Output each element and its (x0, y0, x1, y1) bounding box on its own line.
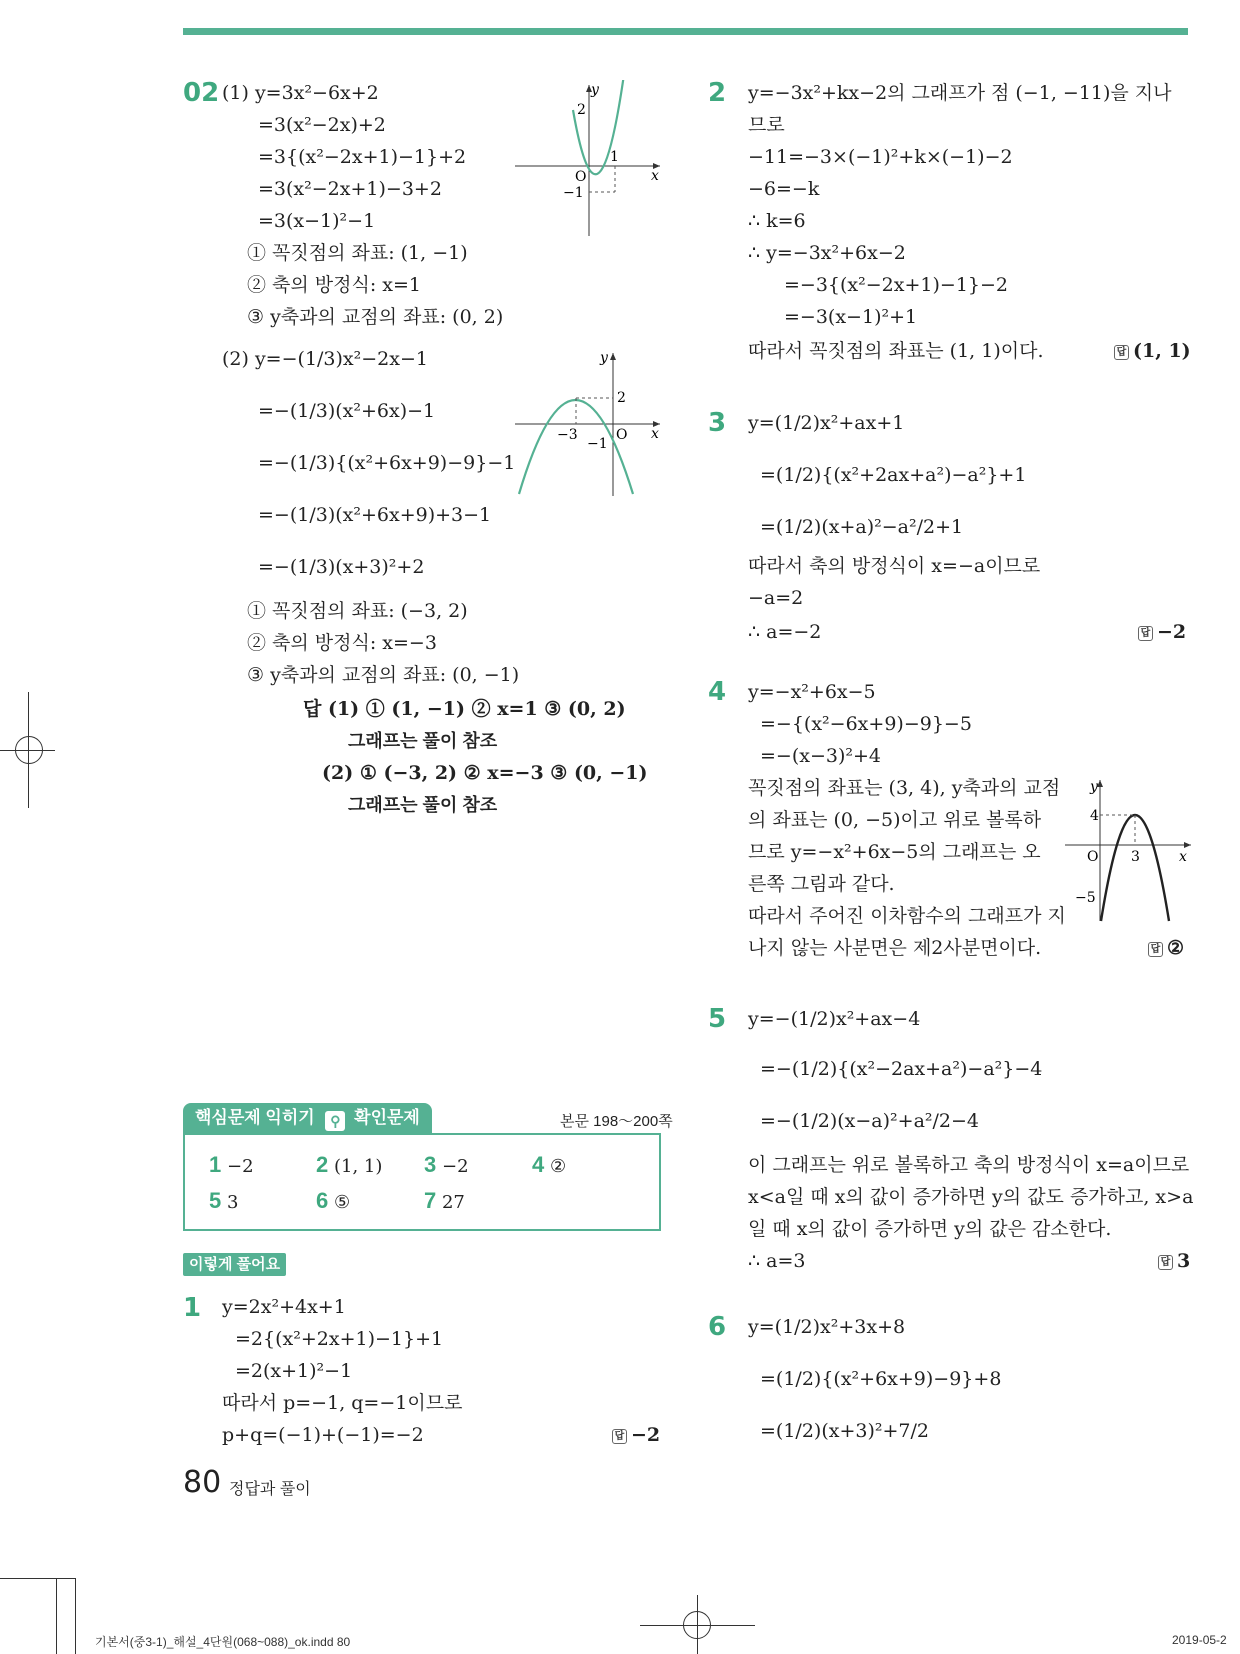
solution-line: =−(1/3)(x+3)²+2 (258, 556, 425, 578)
solution-line: ③ y축과의 교점의 좌표: (0, 2) (247, 306, 504, 328)
tick-label: −1 (563, 185, 584, 201)
problem-number: 2 (708, 78, 727, 108)
solution-line: 의 좌표는 (0, −5)이고 위로 볼록하 (748, 809, 1042, 831)
final-answer (1114, 338, 1191, 364)
solution-line: =−(x−3)²+4 (760, 745, 882, 767)
solution-line: ① 꼭짓점의 좌표: (−3, 2) (247, 600, 468, 622)
solution-line: (2) y=−(1/3)x²−2x−1 (222, 348, 428, 370)
solution-line: =−(1/3){(x²+6x+9)−9}−1 (258, 452, 516, 474)
final-answer (1138, 619, 1186, 645)
problem-number: 4 (708, 677, 727, 707)
solution-line: 이 그래프는 위로 볼록하고 축의 방정식이 x=a이므로 (748, 1154, 1190, 1176)
answer-icon: 답 (1148, 942, 1163, 957)
quick-answer-item (424, 1152, 469, 1178)
crop-mark (56, 1578, 57, 1654)
solution-line: =−(1/3)(x²+6x)−1 (258, 400, 436, 422)
axis-label: y (600, 350, 608, 366)
solution-line: =(1/2)(x+3)²+7/2 (760, 1420, 929, 1442)
quick-answer-item (316, 1152, 382, 1178)
solution-line: =−{(x²−6x+9)−9}−5 (760, 713, 972, 735)
solution-line: ② 축의 방정식: x=−3 (247, 632, 437, 654)
answer-value: −2 (631, 1424, 661, 1446)
answer-value: −2 (1157, 621, 1187, 643)
item-value: ⑤ (333, 1192, 351, 1213)
solution-line: −11=−3×(−1)²+k×(−1)−2 (748, 146, 1013, 168)
top-accent-bar (183, 28, 1188, 35)
solution-line: y=−(1/2)x²+ax−4 (748, 1008, 921, 1030)
solution-line: =−3(x−1)²+1 (784, 306, 918, 328)
solution-line: =(1/2){(x²+6x+9)−9}+8 (760, 1368, 1002, 1390)
solution-line: ③ y축과의 교점의 좌표: (0, −1) (247, 664, 520, 686)
item-number: 1 (209, 1152, 222, 1177)
solution-line: 나지 않는 사분면은 제2사분면이다. (748, 937, 1042, 959)
solution-line: =3(x²−2x)+2 (258, 114, 386, 136)
crop-mark (75, 1578, 76, 1654)
solution-line: ∴ a=−2 (748, 621, 822, 643)
origin-label: O (575, 169, 587, 185)
item-value: −2 (226, 1156, 254, 1177)
answer-line: (2) ① (−3, 2) ② x=−3 ③ (0, −1) (322, 762, 648, 784)
item-number: 2 (316, 1152, 329, 1177)
answer-line: 그래프는 풀이 참조 (348, 731, 498, 751)
item-number: 5 (209, 1188, 222, 1213)
origin-label: O (1087, 849, 1099, 865)
crop-mark (0, 1578, 75, 1579)
registration-mark (683, 1611, 711, 1639)
problem-number: 6 (708, 1312, 727, 1342)
solution-line: =−3{(x²−2x+1)−1}−2 (784, 274, 1009, 296)
final-answer (1158, 1248, 1190, 1274)
section-title: 핵심문제 익히기 (195, 1108, 315, 1127)
registration-mark (15, 736, 43, 764)
section-badge: 확인문제 (354, 1108, 420, 1127)
solution-line: =2(x+1)²−1 (235, 1360, 353, 1382)
item-number: 3 (424, 1152, 437, 1177)
tick-label: 2 (617, 390, 626, 406)
final-answer (612, 1422, 660, 1448)
answer-value: (1, 1) (1133, 340, 1191, 362)
solution-line: =3{(x²−2x+1)−1}+2 (258, 146, 467, 168)
solution-line: ① 꼭짓점의 좌표: (1, −1) (247, 242, 468, 264)
item-value: −2 (441, 1156, 469, 1177)
answer-icon: 답 (1114, 345, 1129, 360)
answer-icon: 답 (1138, 626, 1153, 641)
slug-file: 기본서(중3-1)_해설_4단원(068~088)_ok.indd 80 (95, 1635, 351, 1649)
solution-line: (1) y=3x²−6x+2 (222, 82, 379, 104)
problem-number: 02 (183, 78, 220, 108)
tick-label: 4 (1090, 808, 1099, 824)
quick-answer-item (532, 1152, 566, 1178)
axis-label: y (591, 82, 599, 98)
solution-line: ∴ k=6 (748, 210, 806, 232)
solution-line: ∴ y=−3x²+6x−2 (748, 242, 906, 264)
slug-date: 2019-05-2 (1172, 1633, 1227, 1647)
tick-label: −3 (557, 427, 578, 443)
solution-line: 꼭짓점의 좌표는 (3, 4), y축과의 교점 (748, 777, 1061, 799)
page-number: 80 (183, 1465, 222, 1500)
solution-line: 일 때 x의 값이 증가하면 y의 값은 감소한다. (748, 1218, 1112, 1240)
tick-label: −1 (587, 436, 608, 452)
tick-label: 2 (577, 102, 586, 118)
solution-line: =−(1/2)(x−a)²+a²/2−4 (760, 1110, 980, 1132)
solution-line: =−(1/2){(x²−2ax+a²)−a²}−4 (760, 1058, 1043, 1080)
solution-line: =−(1/3)(x²+6x+9)+3−1 (258, 504, 492, 526)
final-answer (1148, 935, 1184, 961)
section-header (183, 1103, 432, 1133)
answer-icon: 답 (1158, 1255, 1173, 1270)
solution-line: =(1/2)(x+a)²−a²/2+1 (760, 516, 964, 538)
solution-line: 따라서 꼭짓점의 좌표는 (1, 1)이다. (748, 340, 1044, 362)
item-value: (1, 1) (333, 1156, 383, 1177)
solution-line: y=−3x²+kx−2의 그래프가 점 (−1, −11)을 지나 (748, 82, 1172, 104)
item-number: 7 (424, 1188, 437, 1213)
problem-number: 5 (708, 1004, 727, 1034)
parabola-graph-3 (1065, 775, 1195, 925)
quick-answer-item (209, 1188, 238, 1214)
solution-line: y=2x²+4x+1 (222, 1296, 346, 1318)
item-value: 3 (226, 1192, 239, 1213)
tick-label: 1 (610, 149, 619, 165)
answer-line: 답 (1) ① (1, −1) ② x=1 ③ (0, 2) (303, 698, 626, 720)
tick-label: −5 (1075, 890, 1096, 906)
solution-line: y=−x²+6x−5 (748, 681, 876, 703)
solution-line: y=(1/2)x²+ax+1 (748, 412, 905, 434)
answer-line: 그래프는 풀이 참조 (348, 795, 498, 815)
item-number: 6 (316, 1188, 329, 1213)
solution-line: y=(1/2)x²+3x+8 (748, 1316, 906, 1338)
key-icon: ⚲ (325, 1111, 345, 1131)
axis-label: y (1090, 779, 1098, 795)
axis-label: x (651, 426, 659, 442)
solution-line: 따라서 주어진 이차함수의 그래프가 지 (748, 905, 1066, 927)
item-number: 4 (532, 1152, 545, 1177)
solution-line: =3(x²−2x+1)−3+2 (258, 178, 442, 200)
solution-line: ∴ a=3 (748, 1250, 806, 1272)
solution-line: −a=2 (748, 587, 804, 609)
solution-line: 따라서 p=−1, q=−1이므로 (222, 1392, 463, 1414)
solution-line: ② 축의 방정식: x=1 (247, 274, 422, 296)
quick-answer-item (209, 1152, 254, 1178)
answer-icon: 답 (612, 1429, 627, 1444)
solution-tag: 이렇게 풀어요 (183, 1253, 286, 1276)
tick-label: 3 (1131, 849, 1140, 865)
solution-line: p+q=(−1)+(−1)=−2 (222, 1424, 424, 1446)
solution-line: 므로 (748, 114, 785, 136)
axis-label: x (651, 168, 659, 184)
answer-value: 3 (1177, 1250, 1191, 1272)
problem-number: 1 (183, 1293, 202, 1323)
parabola-graph-2 (515, 348, 665, 498)
item-value: ② (549, 1156, 567, 1177)
solution-line: 므로 y=−x²+6x−5의 그래프는 오 (748, 841, 1041, 863)
quick-answer-box (183, 1133, 661, 1231)
solution-line: x<a일 때 x의 값이 증가하면 y의 값도 증가하고, x>a (748, 1186, 1194, 1208)
solution-line: =2{(x²+2x+1)−1}+1 (235, 1328, 444, 1350)
solution-line: =3(x−1)²−1 (258, 210, 376, 232)
parabola-graph-1 (515, 80, 665, 240)
solution-line: 따라서 축의 방정식이 x=−a이므로 (748, 555, 1041, 577)
solution-line: =(1/2){(x²+2ax+a²)−a²}+1 (760, 464, 1027, 486)
answer-value: ② (1167, 937, 1185, 959)
page-reference: 본문 198～200쪽 (560, 1113, 673, 1130)
problem-number: 3 (708, 408, 727, 438)
solution-line: 른쪽 그림과 같다. (748, 873, 895, 895)
axis-label: x (1179, 849, 1187, 865)
origin-label: O (616, 427, 628, 443)
quick-answer-item (424, 1188, 465, 1214)
item-value: 27 (441, 1192, 465, 1213)
footer-label: 정답과 풀이 (229, 1481, 311, 1498)
quick-answer-item (316, 1188, 350, 1214)
solution-line: −6=−k (748, 178, 820, 200)
